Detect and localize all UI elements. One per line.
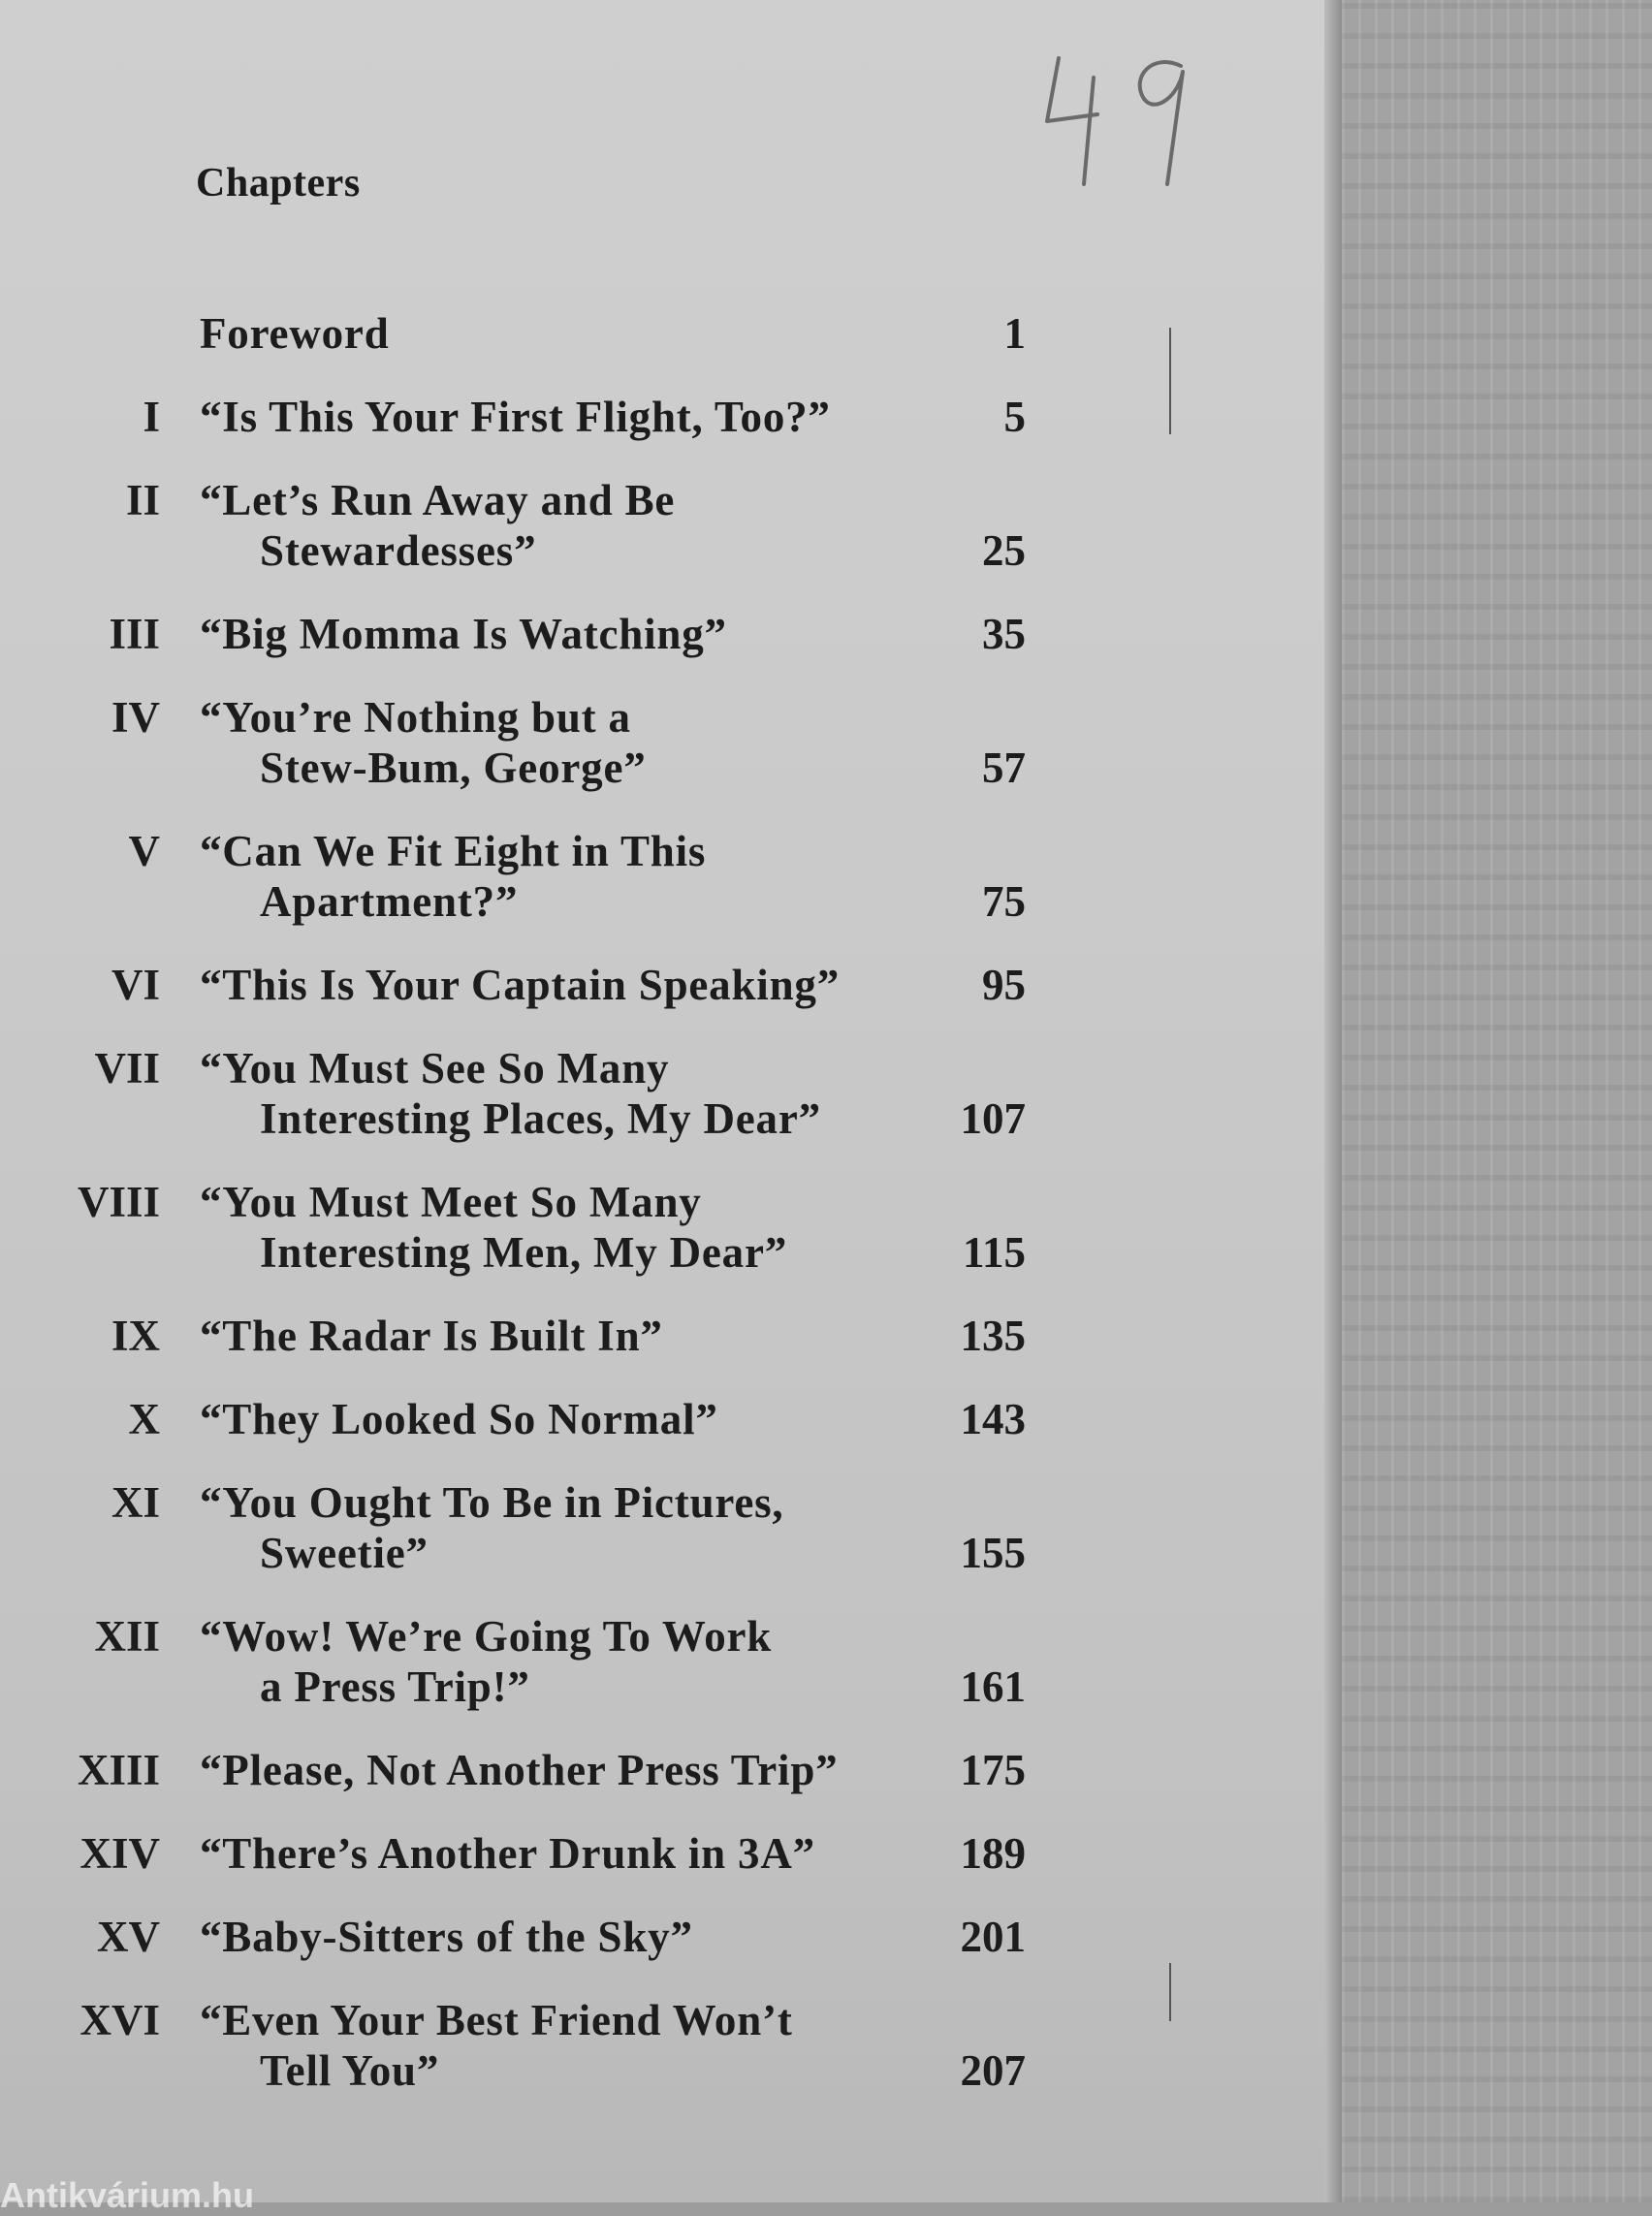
watermark-text: Antikvárium.hu xyxy=(0,2175,255,2215)
chapter-title-line: a Press Trip!” xyxy=(260,1662,530,1711)
chapter-title xyxy=(200,960,975,1010)
chapter-page-number: 175 xyxy=(960,1746,1026,1794)
chapter-numeral: XII xyxy=(94,1612,160,1661)
chapter-title-line: Interesting Men, My Dear” xyxy=(260,1228,788,1277)
chapter-title-line: “Even Your Best Friend Won’t xyxy=(200,1996,793,2044)
chapter-numeral: VI xyxy=(111,961,160,1009)
chapter-title-line: “Wow! We’re Going To Work xyxy=(200,1612,773,1661)
toc-entry xyxy=(0,475,1086,576)
chapter-title-line: “Baby-Sitters of the Sky” xyxy=(200,1913,693,1961)
chapter-page-number: 1 xyxy=(1003,309,1026,358)
chapter-title-line: “You Must See So Many xyxy=(200,1044,670,1092)
chapter-title xyxy=(200,1995,975,2096)
toc-entry xyxy=(0,392,1086,442)
chapter-numeral: V xyxy=(128,827,160,875)
chapter-title-line: “The Radar Is Built In” xyxy=(200,1312,663,1360)
toc-entry xyxy=(0,1828,1086,1879)
toc-entry xyxy=(0,609,1086,659)
chapter-title xyxy=(200,1311,975,1361)
chapter-title-line: “Big Momma Is Watching” xyxy=(200,610,727,658)
toc-entry xyxy=(0,1912,1086,1962)
contents-heading: Chapters xyxy=(196,161,361,206)
page-edge-shadow xyxy=(1324,0,1342,2202)
chapter-title xyxy=(200,1477,975,1578)
chapter-title xyxy=(200,308,975,359)
margin-mark xyxy=(1169,1963,1171,2021)
toc-entry xyxy=(0,1311,1086,1361)
chapter-title xyxy=(200,826,975,927)
toc-entry xyxy=(0,1995,1086,2096)
toc-entry xyxy=(0,1477,1086,1578)
chapter-page-number: 35 xyxy=(982,610,1026,658)
chapter-page-number: 95 xyxy=(982,961,1026,1009)
chapter-title-line: “There’s Another Drunk in 3A” xyxy=(200,1829,815,1878)
toc-entry xyxy=(0,1394,1086,1444)
background-surface xyxy=(1342,0,1652,2202)
chapter-numeral: XV xyxy=(97,1913,160,1961)
chapter-title-line: “Is This Your First Flight, Too?” xyxy=(200,393,831,441)
chapter-title xyxy=(200,475,975,576)
chapter-numeral: IV xyxy=(111,693,160,742)
chapter-numeral: XVI xyxy=(79,1996,160,2044)
chapter-title xyxy=(200,1611,975,1712)
chapter-title xyxy=(200,692,975,793)
chapter-title-line: “They Looked So Normal” xyxy=(200,1395,718,1443)
chapter-page-number: 57 xyxy=(982,744,1026,792)
chapter-title-line: Foreword xyxy=(200,309,390,358)
chapter-title-line: “Please, Not Another Press Trip” xyxy=(200,1746,839,1794)
chapter-page-number: 189 xyxy=(960,1829,1026,1878)
chapter-title-line: “You’re Nothing but a xyxy=(200,693,631,742)
chapter-page-number: 5 xyxy=(1003,393,1026,441)
chapter-numeral: VIII xyxy=(77,1178,160,1226)
chapter-title-line: Apartment?” xyxy=(260,877,519,926)
margin-mark xyxy=(1169,328,1171,434)
chapter-page-number: 207 xyxy=(960,2046,1026,2095)
chapter-numeral: XI xyxy=(111,1478,160,1527)
chapter-numeral: III xyxy=(109,610,160,658)
chapter-numeral: XIII xyxy=(77,1746,160,1794)
chapter-page-number: 161 xyxy=(960,1662,1026,1711)
toc-entry xyxy=(0,1177,1086,1278)
chapter-page-number: 143 xyxy=(960,1395,1026,1443)
chapter-title xyxy=(200,1177,975,1278)
chapter-numeral: X xyxy=(128,1395,160,1443)
chapter-page-number: 201 xyxy=(960,1913,1026,1961)
toc-entry xyxy=(0,1745,1086,1795)
chapter-page-number: 75 xyxy=(982,877,1026,926)
chapter-title-line: “Can We Fit Eight in This xyxy=(200,827,707,875)
chapter-title-line: Stewardesses” xyxy=(260,526,537,575)
chapter-title-line: Stew-Bum, George” xyxy=(260,744,647,792)
toc-entry xyxy=(0,308,1086,359)
chapter-page-number: 107 xyxy=(960,1094,1026,1143)
chapter-title xyxy=(200,392,975,442)
chapter-title xyxy=(200,609,975,659)
chapter-numeral: II xyxy=(125,476,160,524)
chapter-numeral: IX xyxy=(111,1312,160,1360)
chapter-numeral: VII xyxy=(94,1044,160,1092)
toc-entry xyxy=(0,1611,1086,1712)
chapter-title-line: “You Ought To Be in Pictures, xyxy=(200,1478,784,1527)
chapter-title-line: “You Must Meet So Many xyxy=(200,1178,702,1226)
chapter-title-line: Sweetie” xyxy=(260,1529,429,1577)
chapter-title xyxy=(200,1043,975,1144)
chapter-title xyxy=(200,1828,975,1879)
chapter-title-line: Tell You” xyxy=(260,2046,440,2095)
toc-entry xyxy=(0,1043,1086,1144)
chapter-page-number: 25 xyxy=(982,526,1026,575)
chapter-title xyxy=(200,1912,975,1962)
chapter-page-number: 115 xyxy=(962,1228,1026,1277)
chapter-numeral: XIV xyxy=(79,1829,160,1878)
chapter-title xyxy=(200,1745,975,1795)
handwritten-page-number xyxy=(1037,39,1212,194)
chapter-page-number: 155 xyxy=(960,1529,1026,1577)
toc-entry xyxy=(0,826,1086,927)
chapter-page-number: 135 xyxy=(960,1312,1026,1360)
chapter-numeral: I xyxy=(143,393,160,441)
chapter-title-line: Interesting Places, My Dear” xyxy=(260,1094,821,1143)
chapter-title-line: “This Is Your Captain Speaking” xyxy=(200,961,841,1009)
toc-entry xyxy=(0,960,1086,1010)
toc-entry xyxy=(0,692,1086,793)
chapter-title xyxy=(200,1394,975,1444)
chapter-title-line: “Let’s Run Away and Be xyxy=(200,476,676,524)
